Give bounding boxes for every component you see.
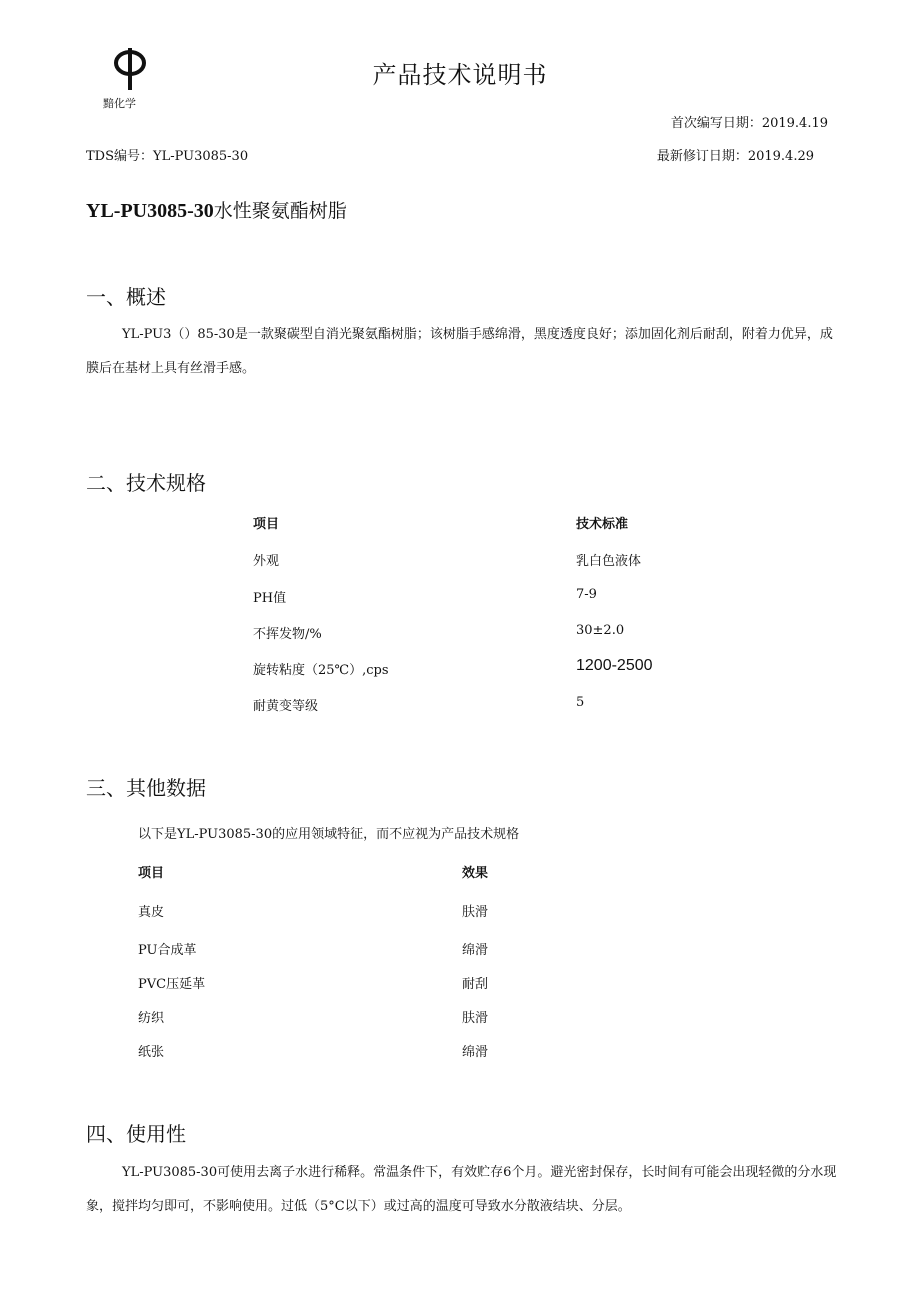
product-title (86, 196, 347, 223)
spec-item: 外观 (253, 554, 280, 569)
application-effect: 耐刮 (462, 977, 489, 992)
document-title: 产品技术说明书 (372, 61, 548, 89)
product-name: 水性聚氨酯树脂 (213, 200, 347, 222)
application-item: 纺织 (138, 1011, 165, 1026)
spec-value: 7-9 (576, 587, 597, 602)
first-written-date: 首次编写日期：2019.4.19 (670, 116, 828, 131)
application-effect: 绵滑 (462, 943, 489, 958)
spec-item: 旋转粘度（25℃）,cps (253, 663, 389, 678)
spec-value: 5 (576, 695, 585, 710)
tds-number: TDS编号：YL-PU3085-30 (86, 149, 249, 164)
specs-col-item: 项目 (253, 517, 280, 532)
spec-item: 耐黄变等级 (253, 699, 319, 714)
spec-item: PH值 (253, 591, 287, 606)
revised-date: 最新修订日期：2019.4.29 (656, 149, 814, 164)
application-item: PU合成革 (138, 943, 197, 958)
spec-value: 乳白色液体 (576, 554, 642, 569)
spec-value: 30±2.0 (576, 623, 625, 638)
other-col-item: 项目 (138, 866, 165, 881)
application-effect: 肤滑 (462, 1011, 489, 1026)
application-effect: 肤滑 (462, 905, 489, 920)
section-heading-usage: 四、使用性 (86, 1122, 186, 1146)
specs-col-standard: 技术标准 (576, 517, 629, 532)
product-code: YL-PU3085-30 (86, 200, 214, 222)
spec-item: 不挥发物/% (253, 627, 322, 642)
other-data-intro: 以下是YL-PU3085-30的应用领域特征，而不应视为产品技术规格 (138, 827, 520, 842)
overview-text: YL-PU3（）85-30是一款聚碳型自消光聚氨酯树脂；该树脂手感绵滑，黑度透度良好；添加固化剂后耐刮，附着力优异，成膜后在基材上具有丝滑手感。 (86, 327, 833, 376)
section-heading-overview: 一、概述 (86, 285, 166, 309)
section-heading-other-data: 三、其他数据 (86, 776, 206, 800)
spec-value: 1200-2500 (576, 657, 653, 674)
logo-text: 黯化学 (103, 97, 136, 110)
usage-text: YL-PU3085-30可使用去离子水进行稀释。常温条件下，有效贮存6个月。避光密封保存，长时间有可能会出现轻微的分水现象，搅拌均匀即可，不影响使用。过低（5°C以下）或过高的温度可导致水分散液结块、分层。 (86, 1165, 837, 1214)
application-item: 纸张 (138, 1045, 165, 1060)
application-effect: 绵滑 (462, 1045, 489, 1060)
other-col-effect: 效果 (462, 866, 489, 881)
application-item: PVC压延革 (138, 977, 206, 992)
section-heading-specs: 二、技术规格 (86, 471, 206, 495)
application-item: 真皮 (138, 905, 165, 920)
